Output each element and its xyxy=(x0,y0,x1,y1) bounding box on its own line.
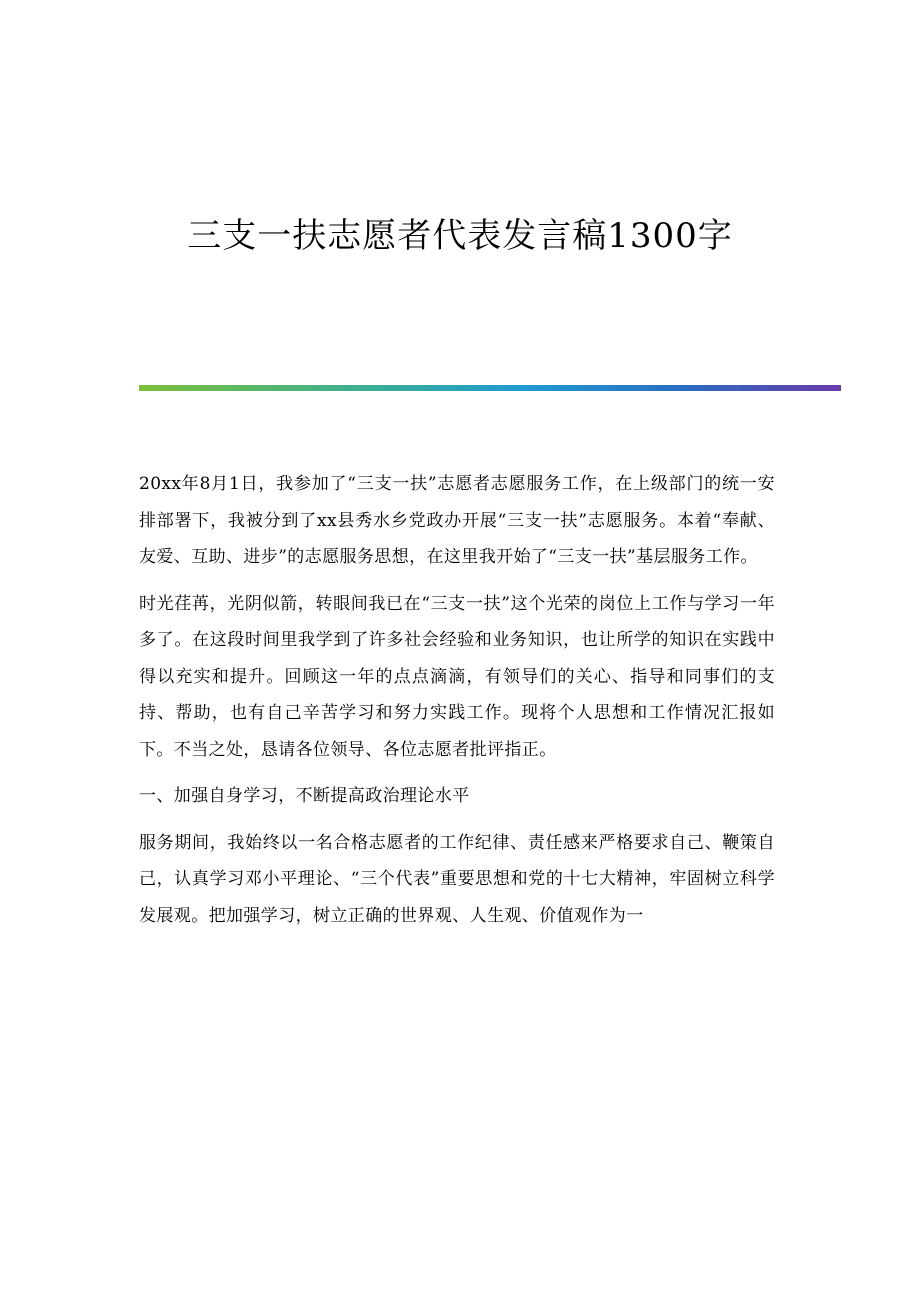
paragraph-study: 服务期间，我始终以一名合格志愿者的工作纪律、责任感来严格要求自己、鞭策自己，认真学习邓小平理论、“三个代表”重要思想和党的十七大精神，牢固树立科学发展观。把加强学习，树立正确的世界观、人生观、价值观作为一 xyxy=(139,832,775,926)
paragraph-intro: 20xx年8月1日，我参加了“三支一扶”志愿者志愿服务工作，在上级部门的统一安排部署下，我被分到了xx县秀水乡党政办开展“三支一扶”志愿服务。本着“奉献、友爱、互助、进步”的志愿服务思想，在这里我开始了“三支一扶”基层服务工作。 xyxy=(139,474,775,567)
paragraph-review: 时光荏苒，光阴似箭，转眼间我已在“三支一扶”这个光荣的岗位上工作与学习一年多了。在这段时间里我学到了许多社会经验和业务知识，也让所学的知识在实践中得以充实和提升。回顾这一年的点点滴滴，有领导们的关心、指导和同事们的支持、帮助，也有自己辛苦学习和努力实践工作。现将个人思想和工作情况汇报如下。不当之处，恳请各位领导、各位志愿者批评指正。 xyxy=(139,593,775,760)
section-heading-1: 一、加强自身学习，不断提高政治理论水平 xyxy=(139,786,470,806)
title-divider xyxy=(139,385,841,391)
document-title: 三支一扶志愿者代表发言稿1300字 xyxy=(187,216,733,256)
document-body xyxy=(139,466,775,944)
